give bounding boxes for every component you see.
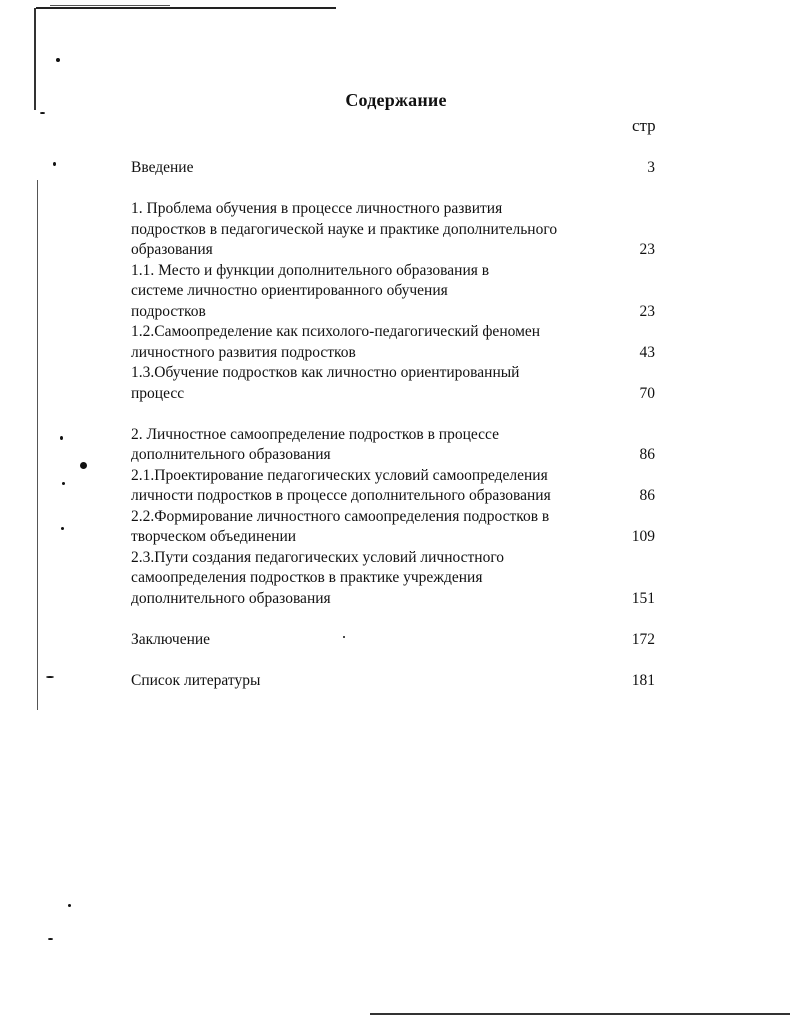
scan-speck [56,58,60,62]
toc-entry-conclusion[interactable] [131,630,655,651]
toc-entry-text: 2.3.Пути создания педагогических условий личностного [131,548,505,566]
scan-speck [61,527,64,530]
toc-entry-page: 3 [647,159,655,176]
scan-speck [80,462,87,469]
toc-entry-page: 43 [639,343,655,361]
toc-page-column-label: стр [632,116,656,135]
scan-speck [62,482,65,485]
toc-entry-text: Введение [131,159,194,176]
toc-entry-text: дополнительного образования [131,446,331,463]
page-title: Содержание [345,90,447,110]
toc-entry-chapter-2[interactable] [131,425,655,466]
toc-entry-section-2-3[interactable] [131,548,655,610]
scan-border-bottom [370,1013,790,1015]
toc-entry-page: 109 [631,528,655,545]
toc-entry-text: 1.1. Место и функции дополнительного образования в [131,261,490,279]
toc-entry-text: самоопределения подростков в практике учреждения [131,569,483,586]
scan-speck [40,112,45,114]
toc-entry-page: 70 [639,384,655,402]
toc-entry-text: подростков [131,302,206,320]
scan-speck [60,436,63,440]
toc-entry-text: личности подростков в процессе дополнительного образования [131,487,551,504]
toc-entry-page: 23 [639,241,655,258]
toc-entry-section-1-2[interactable] [131,322,655,363]
toc-entry-page: 172 [631,630,655,648]
toc-entry-text: образования [131,241,213,258]
toc-entry-page: 181 [631,671,655,689]
toc-entry-section-1-3[interactable] [131,363,655,404]
toc-entry-section-2-1[interactable] [131,466,655,507]
scan-speck [68,904,71,907]
toc-entry-section-1-1[interactable] [131,261,655,323]
toc-entry-text: дополнительного образования [131,589,331,607]
toc-entry-text: 1. Проблема обучения в процессе личностного развития [131,200,503,217]
scan-speck [53,162,56,166]
toc-entry-page: 151 [631,589,655,607]
table-of-contents [131,158,655,691]
scan-border-top-thin [50,5,170,6]
scan-speck [48,938,53,940]
toc-entry-page: 86 [639,446,655,463]
toc-entry-text: 2. Личностное самоопределение подростков в процессе [131,425,499,443]
scan-border-left-lower [37,180,38,710]
scan-speck [46,676,54,678]
toc-entry-text: процесс [131,384,185,402]
toc-entry-text: личностного развития подростков [131,343,356,361]
toc-entry-chapter-1[interactable] [131,199,655,261]
toc-entry-text: творческом объединении [131,528,297,545]
toc-entry-text: 1.2.Самоопределение как психолого-педагогический феномен [131,323,541,340]
toc-entry-text: 1.3.Обучение подростков как личностно ориентированный [131,364,520,381]
toc-entry-text: подростков в педагогической науке и практике дополнительного [131,220,558,238]
toc-entry-page: 23 [639,302,655,320]
toc-entry-text: Список литературы [131,671,261,689]
toc-entry-text: 2.2.Формирование личностного самоопределения подростков в [131,507,550,525]
toc-entry-text: системе личностно ориентированного обучения [131,282,448,299]
toc-entry-text: Заключение [131,630,211,648]
toc-entry-intro[interactable] [131,158,655,179]
toc-entry-section-2-2[interactable] [131,507,655,548]
toc-entry-page: 86 [639,487,655,504]
toc-entry-text: 2.1.Проектирование педагогических условий самоопределения [131,466,548,484]
toc-entry-references[interactable] [131,671,655,692]
scan-border-top [36,7,336,9]
